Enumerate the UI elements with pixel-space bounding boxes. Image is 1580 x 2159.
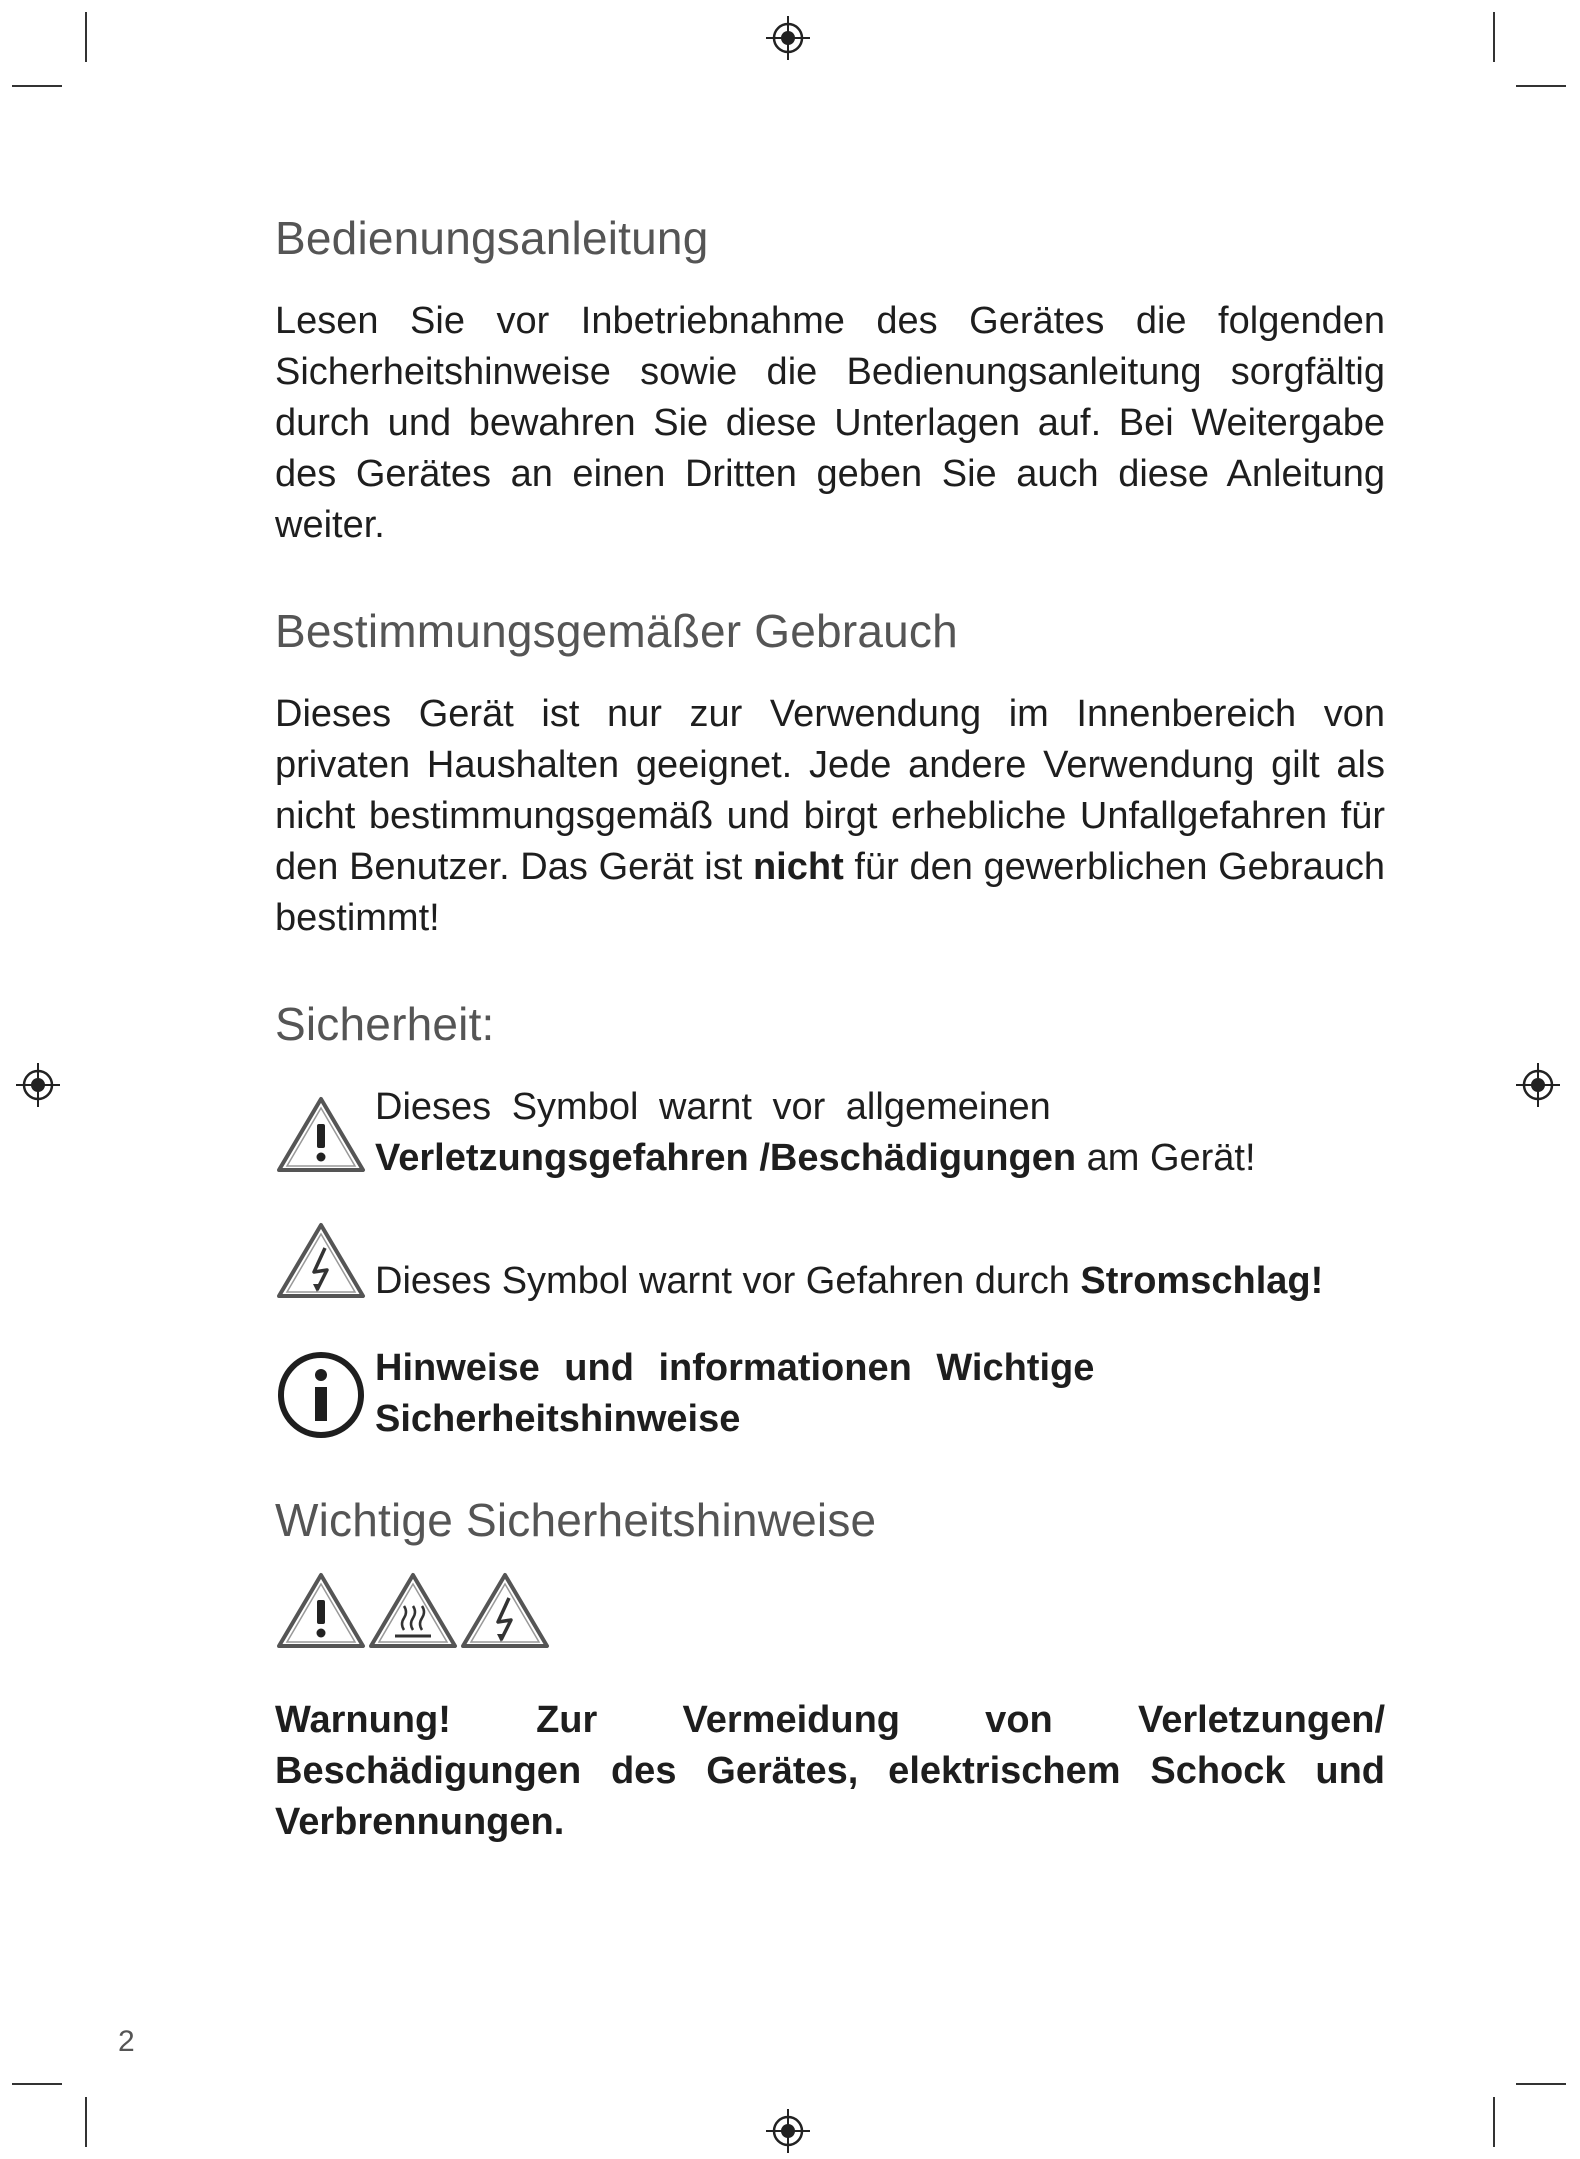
symbol-electric-text <box>375 1256 1323 1307</box>
info-circle-icon <box>275 1349 367 1446</box>
symbol-general-text <box>375 1082 1256 1184</box>
registration-mark-bottom-icon <box>764 2107 812 2155</box>
warning-icons-row <box>275 1570 1385 1655</box>
hot-surface-icon <box>367 1570 459 1655</box>
page-number: 2 <box>118 2025 135 2058</box>
symbol-info-row <box>275 1343 1385 1446</box>
intro-paragraph: Lesen Sie vor Inbetriebnahme des Gerätes die folgenden Sicherheitshinweise sowie die Bedienungsanleitung sorgfältig durch und bewahren Sie diese Unterlagen auf. Bei Weitergabe des Gerätes an einen Dritten geben Sie auch diese Anleitung weiter. <box>275 300 1385 546</box>
crop-mark-bottom-left-h <box>12 2083 62 2085</box>
crop-mark-top-right-v <box>1493 12 1495 62</box>
electric-shock-icon <box>459 1570 551 1655</box>
heading-bedienungsanleitung: Bedienungsanleitung <box>275 212 709 264</box>
symbol-info-text: Hinweise und informationen Wichtige Sicherheitshinweise <box>375 1347 1095 1440</box>
crop-mark-bottom-left-v <box>85 2097 87 2147</box>
usage-text-before: Dieses Gerät ist nur zur Verwendung im Innenbereich von privaten Haushalten geeignet. Jede andere Verwendung gilt als nicht bestimmungsgemäß und birgt erhebliche Unfallgefahren für den Benutzer. Das Gerät ist <box>275 693 1385 888</box>
usage-text-bold: nicht <box>752 846 844 888</box>
heading-sicherheit: Sicherheit: <box>275 998 495 1050</box>
warning-paragraph: Warnung! Zur Vermeidung von Verletzungen/ Beschädigungen des Gerätes, elektrischem Schock und Verbrennungen. <box>275 1699 1385 1843</box>
symbol-general-row <box>275 1082 1385 1184</box>
symbol-electric-row <box>275 1220 1385 1307</box>
crop-mark-bottom-right-v <box>1493 2097 1495 2147</box>
crop-mark-top-left-v <box>85 12 87 62</box>
usage-paragraph <box>275 689 1385 944</box>
warning-triangle-icon <box>275 1570 367 1655</box>
symbol-electric-normal: Dieses Symbol warnt vor Gefahren durch <box>375 1260 1081 1302</box>
registration-mark-right-icon <box>1514 1061 1562 1109</box>
symbol-general-bold: Verletzungsgefahren /Beschädigungen <box>375 1137 1077 1179</box>
symbol-electric-bold: Stromschlag! <box>1080 1260 1324 1302</box>
symbol-general-line2 <box>375 1133 1256 1184</box>
symbol-general-line1: Dieses Symbol warnt vor allgemeinen <box>375 1086 1051 1128</box>
registration-mark-left-icon <box>14 1061 62 1109</box>
symbol-general-after: am Gerät! <box>1076 1137 1256 1179</box>
crop-mark-bottom-right-h <box>1516 2083 1566 2085</box>
usage-text-after: für den gewerblichen Gebrauch bestimmt! <box>275 846 1386 939</box>
crop-mark-top-right-h <box>1516 85 1566 87</box>
page-content <box>275 210 1385 1848</box>
warning-triangle-icon <box>275 1094 367 1179</box>
electric-shock-icon <box>275 1220 367 1305</box>
crop-mark-top-left-h <box>12 85 62 87</box>
heading-bestimmungsgemaesser-gebrauch: Bestimmungsgemäßer Gebrauch <box>275 605 958 657</box>
registration-mark-top-icon <box>764 14 812 62</box>
heading-wichtige-sicherheitshinweise: Wichtige Sicherheitshinweise <box>275 1494 877 1546</box>
